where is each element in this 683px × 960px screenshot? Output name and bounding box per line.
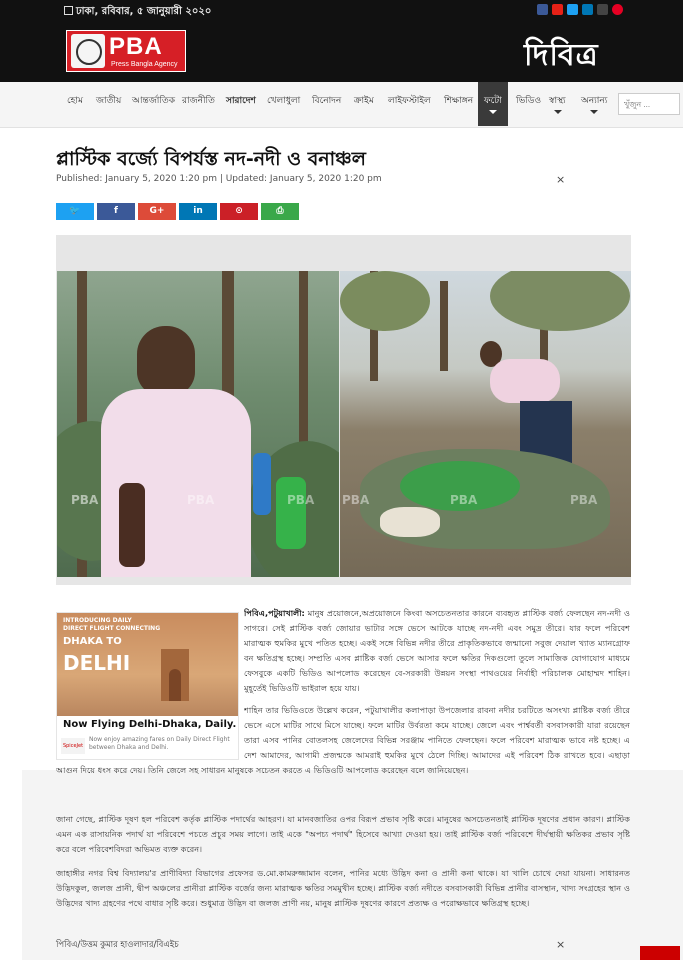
brand-title: দিবিত্র — [524, 38, 599, 73]
linkedin-icon: in — [193, 206, 203, 216]
google-plus-icon: G+ — [149, 206, 165, 216]
floating-tab[interactable] — [640, 946, 680, 960]
article-paragraph-2-continued — [56, 763, 630, 793]
watermark: PBA — [342, 493, 370, 507]
ad-logo: SpiceJet — [61, 738, 85, 754]
paragraph-2-text: শাহিন তার ভিডিওতে উল্লেখ করেন, পটুয়াখালীর কলাপাড়া উপজেলার রাবনা নদীর চরটিতে অসংখ্য প্লাষ্টিক বর্জ্য তীরে ভেসে এসে মাটির সাথে মিসে যাচ্ছে। ফলে মাটির উর্বরতা কমে যাচ্ছে। জেলে এবং পার্শ্ববর্তী বসবাসকারী যারা রয়েছেন তারা এসব পানির বোতলসহ জেলেদের বিভিন্ন সরঞ্জাম পানিতে ফেলছেন। ফলে পরিবেশ মারাত্মক ভাবে নষ্ট হচ্ছে। এ দেশ আমাদের, আগামী প্রজন্মকে আমরাই হুমকির মুখে ঠেলে দিচ্ছি। আমাদের এই পরিবেশ ঠিক রাখতে হবে। এছাড়া — [244, 705, 630, 760]
article-title: প্লাস্টিক বর্জ্যে বিপর্যস্ত নদ-নদী ও বনাঞ্চল — [56, 148, 366, 170]
watermark: PBA — [450, 493, 478, 507]
watermark: PBA — [287, 493, 315, 507]
bottle — [253, 453, 271, 515]
site-logo[interactable] — [66, 30, 186, 72]
globe-icon — [71, 34, 105, 68]
paragraph-2-text-cont: আগুন দিয়ে ধংস করে দেয়। তিনি জেলে সহ সাধারন মানুষকে সচেতন করতে এ ভিডিওটি আপলোড করেছেন বলে জানিয়েছেন। — [56, 765, 469, 775]
pinterest-icon: ⊙ — [235, 206, 243, 216]
paragraph-4-text: জাহাঙ্গীর নগর বিশ্ব বিদ্যালয়'র প্রাণীবিদ্যা বিভাগের প্রফেসর ড.মো.কামরুজ্জামান বলেন, পানির মধ্যে উদ্ভিদ কনা ও প্রানী কনা থাকে। যা খালি চোখে দেয়া যায়না। সাধারনত উদ্ভিদকুল, জলজ প্রানী, দ্বীপ অঞ্চলের প্রানীরা প্লাস্টিক বর্জের জন্য মারাত্মক ক্ষতির সমমুখীন হচ্ছে। প্লাস্টিক বর্জ্য নদীতে বসবাসকারী বিভিন্ন প্রানীর বাসস্থান, খাদ্য সংগ্রহের স্থান ও উদ্ভিদের খাদ্য গ্রহণের পথে বাধার সৃষ্টি করে। শুধুমাত্র উদ্ভিদ বা জলজ প্রাণী নয়, মানুষ প্লাস্টিক দূষণের কারণে প্রত্যক্ষ ও পরোক্ষভাবে ক্ষতিগ্রস্থ হচ্ছে। — [56, 868, 630, 908]
close-icon[interactable]: × — [556, 173, 566, 186]
nav-item-education[interactable]: শিক্ষাঙ্গন — [444, 96, 474, 106]
instagram-icon[interactable] — [597, 4, 608, 15]
date-text: ঢাকা, রবিবার, ৫ জানুয়ারী ২০২০ — [76, 6, 212, 17]
foliage — [340, 271, 430, 331]
article-byline: পিবিএ/উত্তম কুমার হাওলাদার/বিএইচ — [56, 939, 179, 949]
watermark: PBA — [570, 493, 598, 507]
search-input[interactable] — [618, 93, 680, 115]
chevron-down-icon — [554, 110, 562, 114]
pinterest-icon[interactable] — [612, 4, 623, 15]
print-button[interactable] — [261, 203, 299, 220]
nav-item-health[interactable]: স্বাস্থ্য — [549, 96, 566, 106]
person — [137, 326, 195, 396]
nav-item-sports[interactable]: খেলাধুলা — [267, 96, 301, 106]
bottle — [119, 483, 145, 567]
main-nav — [0, 82, 683, 128]
twitter-icon: 🐦 — [69, 206, 81, 216]
ad-description: Now enjoy amazing fares on Daily Direct Flight between Dhaka and Delhi. — [89, 736, 230, 751]
article-paragraph-3 — [56, 812, 630, 857]
ad-city-from: DHAKA TO — [63, 636, 122, 647]
current-date — [64, 4, 211, 21]
facebook-icon[interactable] — [537, 4, 548, 15]
india-gate-icon — [161, 649, 189, 701]
ad-city-to: DELHI — [63, 651, 131, 675]
advertisement[interactable] — [56, 612, 239, 760]
ad-image — [57, 613, 239, 716]
paragraph-3-text: জানা গেছে, প্লাস্টিক দূষণ হল পরিবেশ কর্তৃক প্লাস্টিক পদার্থের আহরণ। যা মানবজাতির ওপর বিরূপ প্রভাব সৃষ্টি করে। মানুষের অসচেতনতাই প্লাস্টিক দূষণের প্রধান কারণ। প্লাস্টিক এমন এক রাসায়নিক পদার্থ যা পরিবেশে পচতে প্রচুর সময় লাগে। তাই একে "অপচ্য পদার্থ" হিসেবে আখ্যা দেওয়া হয়। তাই প্লাস্টিক বর্জ্য পরিবেশে দীর্ঘস্থায়ী ক্ষতিকর প্রভাব সৃষ্টি করে বলে পরিবেশবিদরা অভিমত ব্যক্ত করেন। — [56, 814, 630, 854]
linkedin-icon[interactable] — [582, 4, 593, 15]
google-plus-share-button[interactable] — [138, 203, 176, 220]
twitter-icon[interactable] — [567, 4, 578, 15]
nav-item-lifestyle[interactable]: লাইফস্টাইল — [388, 96, 431, 106]
watermark: PBA — [187, 493, 215, 507]
facebook-share-button[interactable] — [97, 203, 135, 220]
watermark: PBA — [71, 493, 99, 507]
ad-title[interactable]: Now Flying Delhi-Dhaka, Daily. — [63, 719, 237, 730]
logo-text: PBA — [109, 33, 163, 60]
chevron-down-icon — [489, 110, 497, 114]
close-icon[interactable]: × — [556, 938, 566, 951]
content-panel — [22, 770, 683, 960]
nav-item-photo[interactable] — [478, 82, 508, 126]
nav-item-entertainment[interactable]: বিনোদন — [312, 96, 342, 106]
top-bar — [0, 0, 683, 22]
calendar-icon — [64, 6, 73, 15]
photo-right — [340, 271, 631, 577]
linkedin-share-button[interactable] — [179, 203, 217, 220]
tree — [440, 281, 448, 371]
logo-subtitle: Press Bangla Agency — [111, 61, 178, 68]
twitter-share-button[interactable] — [56, 203, 94, 220]
article-paragraph-2 — [244, 703, 630, 763]
nav-item-national[interactable]: জাতীয় — [96, 96, 122, 106]
ad-intro: INTRODUCING DAILY DIRECT FLIGHT CONNECTING — [63, 617, 161, 632]
article-meta: Published: January 5, 2020 1:20 pm | Updated: January 5, 2020 1:20 pm — [56, 174, 382, 184]
person-shirt — [490, 359, 560, 403]
nav-item-home[interactable]: হোম — [67, 96, 83, 106]
article-paragraph-4 — [56, 866, 630, 926]
paragraph-1-text: মানুষ প্রয়োজনে,অপ্রয়োজনে কিংবা অসচেতনতার কারনে ব্যবহৃত প্লাস্টিক বর্জ্য ফেলছেন নদ-নদী ও সাগরে। সেই প্লাস্টিক বর্জ্য জোয়ার ভাটার সঙ্গে ভেসে আটকে যাচ্ছে নদ-নদী এবং সমুদ্র তীরে। যার ফলে পরিবেশ মারাত্মক হুমকির মুখে পতিত হচ্ছে। একই সঙ্গে বিভিন্ন নদীর তীরে প্রাকৃতিকভাবে জন্মানো সবুজ দেয়াল খ্যাত ম্যানগ্রোফ বন ক্ষতিগ্রস্থ হচ্ছে। সম্প্রতি এসব প্লাষ্টিক বর্জ্য ভেসে আসার ফলে ক্ষতির দিকগুলো তুলে সামাজিক যোগাযোগ মাধ্যমে ফেসবুকে একটি ভিডিও আপলোড করেছেন বে-সরকারী উন্নয়ন সংস্থা পাথওয়ের নির্বাহী পরিচালক মোহাম্মদ শাহিন। মুহূর্তেই ভিডিওটি ভাইরাল হয়ে যায়। — [244, 608, 630, 693]
nav-item-countrywide[interactable]: সারাদেশ — [226, 96, 256, 106]
plastic-waste — [380, 507, 440, 537]
youtube-icon[interactable] — [552, 4, 563, 15]
print-icon: ⎙ — [276, 206, 284, 216]
foliage — [490, 271, 630, 331]
facebook-icon: f — [114, 206, 118, 216]
nav-photo-label: ফটো — [484, 96, 502, 106]
nav-item-international[interactable]: আন্তর্জাতিক — [132, 96, 175, 106]
nav-item-crime[interactable]: ক্রাইম — [354, 96, 374, 106]
photo-left — [57, 271, 339, 577]
article-paragraph-1 — [244, 606, 630, 696]
nav-item-video[interactable]: ভিডিও — [516, 96, 542, 106]
bottle — [276, 477, 306, 549]
pinterest-share-button[interactable] — [220, 203, 258, 220]
nav-item-others[interactable]: অন্যান্য — [581, 96, 608, 106]
lead-label: পিবিএ,পটুয়াখালী: — [244, 608, 305, 618]
nav-item-politics[interactable]: রাজনীতি — [182, 96, 215, 106]
chevron-down-icon — [590, 110, 598, 114]
